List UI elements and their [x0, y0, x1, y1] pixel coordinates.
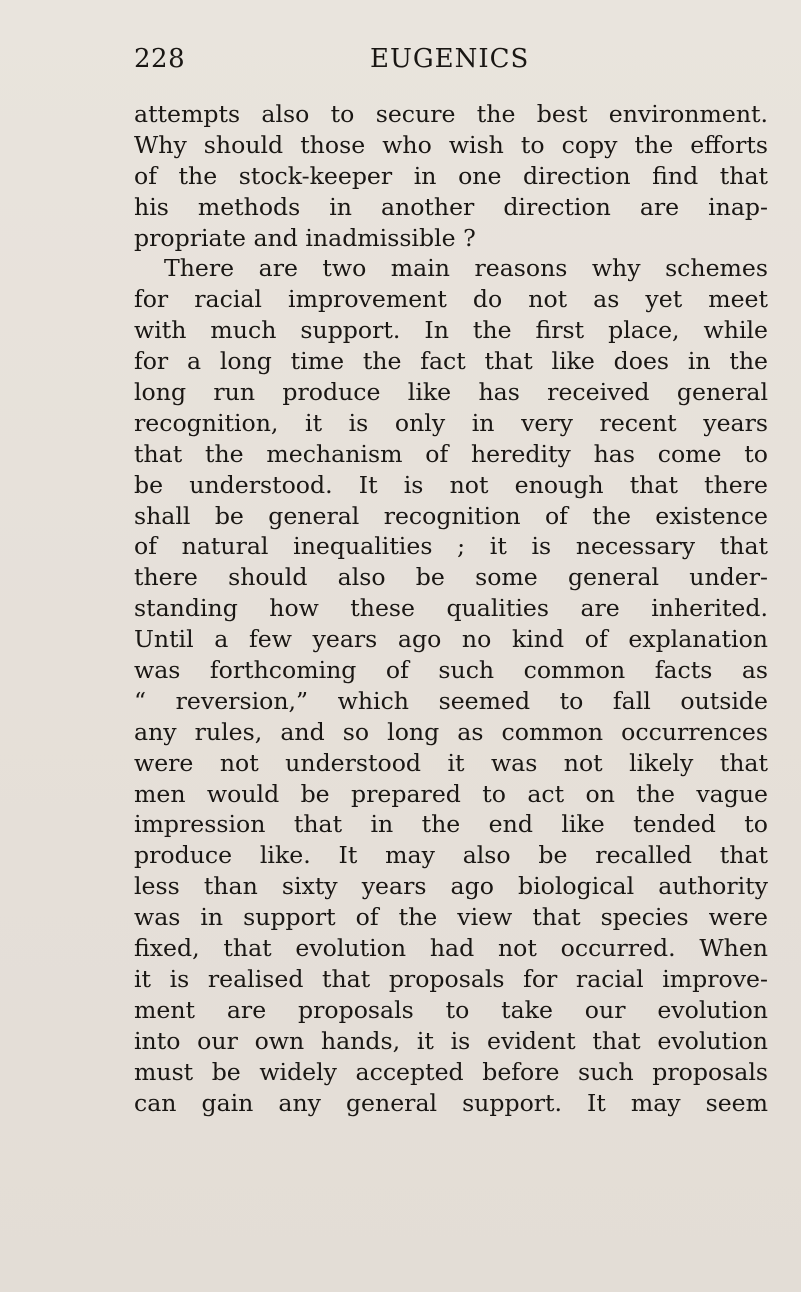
- text-line: men would be prepared to act on the vague: [134, 779, 768, 808]
- text-line: were not understood it was not likely that: [134, 748, 768, 777]
- text-line: of natural inequalities ; it is necessary that: [134, 532, 768, 561]
- text-line: less than sixty years ago biological authority: [134, 872, 768, 901]
- text-line: produce like. It may also be recalled that: [134, 841, 768, 870]
- text-line: of the stock-keeper in one direction find that: [134, 161, 768, 190]
- text-line: it is realised that proposals for racial improve-: [134, 964, 768, 993]
- page-number: 228: [134, 44, 186, 74]
- text-line: long run produce like has received general: [134, 378, 768, 407]
- body-text: [134, 99, 768, 1118]
- text-line: for a long time the fact that like does in the: [134, 347, 768, 376]
- text-line: with much support. In the first place, while: [134, 316, 768, 345]
- text-line: was in support of the view that species were: [134, 903, 768, 932]
- page-header: [134, 44, 768, 84]
- text-line: into our own hands, it is evident that evolution: [134, 1026, 768, 1055]
- text-line: Why should those who wish to copy the efforts: [134, 130, 768, 159]
- text-line: that the mechanism of heredity has come to: [134, 439, 768, 468]
- text-line: recognition, it is only in very recent years: [134, 408, 768, 437]
- text-line: “ reversion,” which seemed to fall outside: [134, 686, 768, 715]
- text-line: must be widely accepted before such proposals: [134, 1057, 768, 1086]
- text-line: any rules, and so long as common occurrences: [134, 717, 768, 746]
- text-line: shall be general recognition of the existence: [134, 501, 768, 530]
- text-line: there should also be some general under-: [134, 563, 768, 592]
- text-line: propriate and inadmissible ?: [134, 223, 476, 252]
- text-line: attempts also to secure the best environment.: [134, 100, 768, 128]
- text-line: his methods in another direction are inap-: [134, 192, 768, 221]
- text-line: was forthcoming of such common facts as: [134, 656, 768, 685]
- text-line: for racial improvement do not as yet meet: [134, 285, 768, 314]
- text-line: standing how these qualities are inherited.: [134, 594, 768, 623]
- text-line: There are two main reasons why schemes: [164, 254, 768, 283]
- running-title: EUGENICS: [370, 44, 530, 74]
- text-line: Until a few years ago no kind of explanation: [134, 625, 768, 654]
- text-line: be understood. It is not enough that there: [134, 470, 768, 499]
- text-line: can gain any general support. It may seem: [134, 1088, 768, 1117]
- text-line: fixed, that evolution had not occurred. When: [134, 934, 768, 963]
- text-line: impression that in the end like tended to: [134, 810, 768, 839]
- text-line: ment are proposals to take our evolution: [134, 995, 768, 1024]
